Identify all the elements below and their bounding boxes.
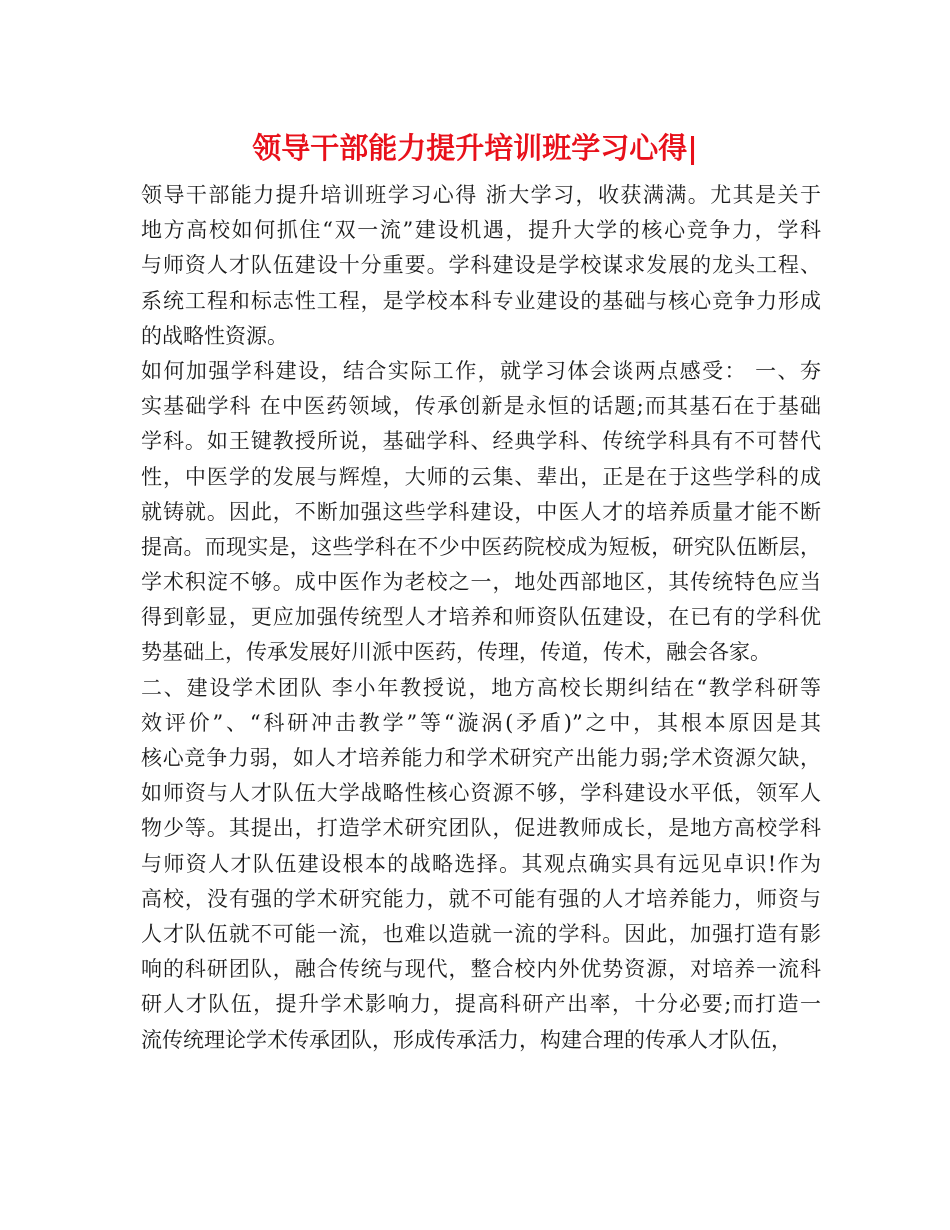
paragraph-line: 系统工程和标志性工程，是学校本科专业建设的基础与核心竞争力形成 bbox=[141, 288, 821, 313]
paragraph-line: 就铸就。因此，不断加强这些学科建设，中医人才的培养质量才能不断 bbox=[141, 499, 821, 524]
paragraph-line: 响的科研团队，融合传统与现代，整合校内外优势资源，对培养一流科 bbox=[141, 957, 821, 982]
paragraph-line: 性，中医学的发展与辉煌，大师的云集、辈出，正是在于这些学科的成 bbox=[141, 464, 821, 489]
paragraph-line: 领导干部能力提升培训班学习心得 浙大学习，收获满满。尤其是关于 bbox=[141, 183, 821, 207]
paragraph-line: 的战略性资源。 bbox=[141, 323, 288, 348]
body-paragraph bbox=[141, 671, 821, 1058]
paragraph-line: 效评价”、“科研冲击教学”等“漩涡(矛盾)”之中，其根本原因是其 bbox=[141, 710, 821, 735]
document-body bbox=[141, 178, 821, 1058]
body-paragraph bbox=[141, 354, 821, 671]
paragraph-line: 流传统理论学术传承团队，形成传承活力，构建合理的传承人才队伍， bbox=[141, 1027, 792, 1052]
paragraph-line: 研人才队伍，提升学术影响力，提高科研产出率，十分必要;而打造一 bbox=[141, 992, 821, 1017]
paragraph-line: 如何加强学科建设，结合实际工作，就学习体会谈两点感受： 一、夯 bbox=[141, 358, 821, 383]
paragraph-line: 与师资人才队伍建设十分重要。学科建设是学校谋求发展的龙头工程、 bbox=[141, 253, 821, 278]
paragraph-line: 核心竞争力弱，如人才培养能力和学术研究产出能力弱;学术资源欠缺， bbox=[141, 746, 821, 770]
paragraph-line: 与师资人才队伍建设根本的战略选择。其观点确实具有远见卓识!作为 bbox=[141, 851, 821, 876]
paragraph-line: 提高。而现实是，这些学科在不少中医药院校成为短板，研究队伍断层， bbox=[141, 534, 821, 559]
paragraph-line: 二、建设学术团队 李小年教授说，地方高校长期纠结在“教学科研等 bbox=[141, 675, 821, 700]
paragraph-line: 势基础上，传承发展好川派中医药，传理，传道，传术，融会各家。 bbox=[141, 640, 771, 665]
paragraph-line: 学科。如王键教授所说，基础学科、经典学科、传统学科具有不可替代 bbox=[141, 429, 821, 454]
paragraph-line: 如师资与人才队伍大学战略性核心资源不够，学科建设水平低，领军人 bbox=[141, 781, 821, 806]
document-title: 领导干部能力提升培训班学习心得| bbox=[252, 131, 698, 165]
paragraph-line: 地方高校如何抓住“双一流”建设机遇，提升大学的核心竞争力，学科 bbox=[141, 218, 821, 243]
paragraph-line: 物少等。其提出，打造学术研究团队，促进教师成长，是地方高校学科 bbox=[141, 816, 821, 841]
paragraph-line: 人才队伍就不可能一流，也难以造就一流的学科。因此，加强打造有影 bbox=[141, 921, 821, 946]
paragraph-line: 实基础学科 在中医药领域，传承创新是永恒的话题;而其基石在于基础 bbox=[141, 394, 821, 419]
body-paragraph bbox=[141, 178, 821, 354]
paragraph-line: 学术积淀不够。成中医作为老校之一，地处西部地区，其传统特色应当 bbox=[141, 570, 821, 595]
paragraph-line: 得到彰显，更应加强传统型人才培养和师资队伍建设，在已有的学科优 bbox=[141, 605, 821, 630]
paragraph-line: 高校，没有强的学术研究能力，就不可能有强的人才培养能力，师资与 bbox=[141, 886, 821, 911]
